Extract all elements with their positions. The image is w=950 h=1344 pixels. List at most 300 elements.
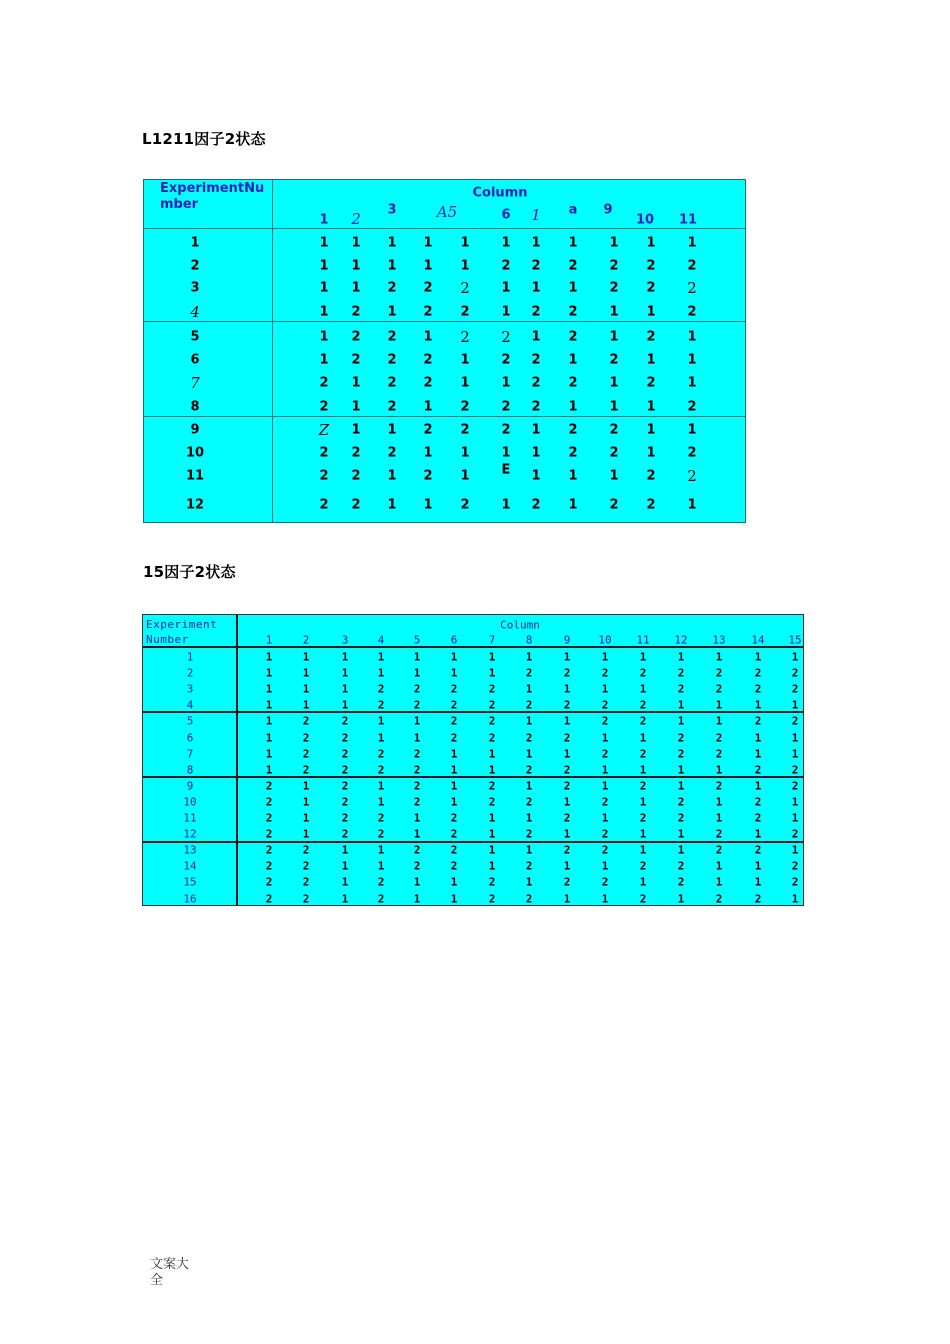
table2-cell: 2: [754, 763, 762, 777]
table2-cell: 2: [563, 779, 571, 793]
table1-column-label: 1: [319, 212, 329, 228]
table1-cell: 2: [423, 304, 433, 320]
table2-cell: 2: [754, 714, 762, 728]
table1-cell: 1: [568, 235, 578, 251]
table2-cell: 1: [677, 892, 685, 905]
table1-cell: 2: [460, 497, 470, 513]
table1-cell: 1: [687, 375, 697, 391]
table2-cell: 2: [413, 859, 421, 873]
table1-cell: 1: [319, 280, 329, 296]
table2-cell: 2: [525, 763, 533, 777]
table2-cell: 2: [563, 875, 571, 889]
table1-cell: 1: [460, 352, 470, 368]
table1-cell: 2: [387, 329, 397, 345]
table2-cell: 2: [413, 698, 421, 712]
table2-cell: 1: [791, 698, 799, 712]
table2-cell: 1: [377, 859, 385, 873]
table2-cell: 1: [791, 892, 799, 905]
table1-cell: 2: [387, 445, 397, 461]
table2-cell: 1: [341, 666, 349, 680]
table1-cell: 1: [687, 329, 697, 345]
table2-cell: 2: [677, 731, 685, 744]
table2-cell: 2: [377, 811, 385, 825]
table2-cell: 2: [488, 682, 496, 696]
table1-cell: 2: [460, 279, 470, 297]
table2-cell: 1: [413, 650, 421, 664]
table2-cell: 2: [525, 827, 533, 841]
table2-cell: 2: [302, 763, 310, 777]
table2-cell: 2: [754, 795, 762, 809]
table2-cell: 1: [413, 666, 421, 680]
table2-cell: 2: [302, 875, 310, 889]
table2-cell: 1: [677, 698, 685, 712]
table1-cell: 2: [646, 497, 656, 513]
table1-row-label: 1: [190, 235, 200, 251]
table1-cell: 1: [687, 422, 697, 438]
table2-cell: 2: [413, 682, 421, 696]
table2-cell: 1: [563, 650, 571, 664]
table1-column-label: 11: [678, 212, 698, 228]
table1-cell: 2: [609, 258, 619, 274]
table2-cell: 1: [302, 795, 310, 809]
table1-cell: 1: [531, 468, 541, 484]
table2-cell: 2: [563, 666, 571, 680]
table2-divider-header: [143, 646, 803, 648]
table2-column-label: 15: [788, 633, 802, 647]
table2-cell: 2: [639, 666, 647, 680]
table1-cell: 1: [609, 399, 619, 415]
table2-cell: 2: [413, 843, 421, 857]
table1-cell: 2: [351, 468, 361, 484]
table2-cell: 1: [715, 763, 723, 777]
table1-cell: 2: [351, 329, 361, 345]
table2-cell: 2: [601, 666, 609, 680]
table2-cell: 2: [377, 747, 385, 761]
table2-cell: 1: [754, 827, 762, 841]
table2-row-label: 1: [186, 650, 194, 664]
table2-cell: 2: [601, 747, 609, 761]
table2-cell: 2: [377, 827, 385, 841]
table2-cell: 2: [791, 763, 799, 777]
table2-cell: 1: [677, 650, 685, 664]
table1-column-label: 3: [387, 202, 397, 218]
table2-divider-group: [143, 711, 803, 713]
table2-cell: 1: [413, 714, 421, 728]
table2-column-label: 2: [302, 633, 310, 647]
table1-cell: 2: [387, 280, 397, 296]
table2-cell: 2: [639, 811, 647, 825]
table1-cell: 2: [351, 304, 361, 320]
table2-column-label: 14: [751, 633, 765, 647]
table2-row-label: 6: [186, 731, 194, 744]
table2-cell: 1: [450, 747, 458, 761]
table2-cell: 1: [563, 682, 571, 696]
table2-cell: 2: [377, 892, 385, 905]
table1-cell: 2: [609, 280, 619, 296]
table1-cell: 2: [501, 258, 511, 274]
table2-cell: 2: [450, 827, 458, 841]
table2-cell: 2: [601, 795, 609, 809]
table2-cell: 1: [265, 747, 273, 761]
table2-cell: 1: [525, 875, 533, 889]
table2-header-line-2: Number: [146, 633, 189, 646]
table2-row-label: 13: [183, 843, 197, 857]
table2-cell: 1: [488, 811, 496, 825]
table1-cell: 2: [501, 352, 511, 368]
table1-cell: 2: [319, 399, 329, 415]
table2-cell: 1: [377, 731, 385, 744]
table2-column-label: 10: [598, 633, 612, 647]
table2-row-label: 12: [183, 827, 197, 841]
table1-cell: 1: [531, 280, 541, 296]
table2-cell: 2: [341, 811, 349, 825]
table1-cell: 1: [460, 258, 470, 274]
table2-cell: 2: [791, 714, 799, 728]
table2-cell: 2: [488, 795, 496, 809]
table1-cell: 1: [351, 399, 361, 415]
table1-cell: 1: [609, 329, 619, 345]
table2-divider-group: [143, 841, 803, 843]
table2-cell: 2: [601, 714, 609, 728]
table2-cell: 2: [563, 763, 571, 777]
table2-cell: 1: [302, 666, 310, 680]
table1-cell: 2: [568, 375, 578, 391]
table2-cell: 1: [754, 875, 762, 889]
table2-cell: 1: [715, 795, 723, 809]
table2-cell: 1: [639, 827, 647, 841]
table1-cell: 2: [423, 280, 433, 296]
table2-cell: 1: [488, 666, 496, 680]
table2-cell: 2: [677, 859, 685, 873]
table2-cell: 1: [450, 763, 458, 777]
table1-cell: 2: [687, 467, 697, 485]
table1-cell: 1: [423, 258, 433, 274]
table2-cell: 2: [525, 859, 533, 873]
table2-cell: 2: [791, 827, 799, 841]
table2-cell: 1: [715, 698, 723, 712]
table2-cell: 2: [639, 779, 647, 793]
table2-cell: 2: [302, 747, 310, 761]
table1-cell: 2: [460, 399, 470, 415]
table1-title: L1211因子2状态: [142, 130, 266, 148]
table1-cell: 2: [501, 422, 511, 438]
table2-column-label: 3: [341, 633, 349, 647]
table2-cell: 2: [639, 747, 647, 761]
table1-row-label: 2: [190, 258, 200, 274]
table1-column-header: Column: [472, 185, 528, 201]
table2-cell: 1: [302, 650, 310, 664]
table1-cell: 1: [319, 352, 329, 368]
table2-row-label: 4: [186, 698, 194, 712]
table2-cell: 2: [488, 892, 496, 905]
table2-cell: 1: [563, 714, 571, 728]
table1-cell: 2: [423, 375, 433, 391]
table1-column-label: 9: [603, 202, 613, 218]
table1-cell: 1: [351, 422, 361, 438]
table2-cell: 2: [450, 714, 458, 728]
table1-cell: 1: [319, 329, 329, 345]
table2-cell: 2: [302, 892, 310, 905]
table1-cell: 1: [423, 235, 433, 251]
table1-divider-header: [144, 228, 745, 229]
table2-cell: 1: [525, 682, 533, 696]
table2-cell: 1: [715, 650, 723, 664]
table2-row-label: 3: [186, 682, 194, 696]
table2-cell: 1: [639, 843, 647, 857]
table2-cell: 1: [302, 682, 310, 696]
table2-cell: 1: [488, 827, 496, 841]
table2-cell: 1: [525, 843, 533, 857]
table2-cell: 1: [791, 731, 799, 744]
table1-cell: 2: [609, 445, 619, 461]
table1-cell: 2: [609, 422, 619, 438]
table2-column-label: 5: [413, 633, 421, 647]
table2-cell: 2: [639, 698, 647, 712]
table1-cell: 1: [351, 258, 361, 274]
table1-row-label: 5: [190, 329, 200, 345]
table2-cell: 2: [525, 731, 533, 744]
table1-cell: 2: [609, 497, 619, 513]
table2-cell: 1: [488, 859, 496, 873]
table2-cell: 2: [639, 714, 647, 728]
table2-cell: 1: [791, 650, 799, 664]
table2-cell: 1: [302, 698, 310, 712]
table2-cell: 1: [341, 875, 349, 889]
table1-cell: 2: [351, 445, 361, 461]
table2-cell: 1: [377, 714, 385, 728]
table2-cell: 2: [302, 859, 310, 873]
table1-cell: 1: [646, 422, 656, 438]
table2-row-label: 15: [183, 875, 197, 889]
table1-cell: 1: [687, 235, 697, 251]
table2-cell: 2: [715, 779, 723, 793]
table2-cell: 1: [601, 731, 609, 744]
table1-cell: 1: [568, 399, 578, 415]
table2-cell: 1: [413, 811, 421, 825]
table2-cell: 1: [265, 731, 273, 744]
table1-cell: 1: [319, 304, 329, 320]
table1-cell: 2: [687, 399, 697, 415]
table2-cell: 2: [265, 859, 273, 873]
table1-cell: 1: [531, 235, 541, 251]
table2-cell: 2: [377, 763, 385, 777]
table1-cell: 2: [319, 445, 329, 461]
table1-cell: 2: [568, 329, 578, 345]
table2-cell: 2: [488, 698, 496, 712]
table1-cell: 2: [531, 399, 541, 415]
table2-cell: 2: [450, 859, 458, 873]
table2-cell: 1: [677, 843, 685, 857]
table1-cell: 1: [387, 497, 397, 513]
table2-cell: 1: [715, 811, 723, 825]
table2-cell: 2: [302, 731, 310, 744]
table2-cell: 1: [677, 714, 685, 728]
table2-cell: 1: [601, 811, 609, 825]
table2-cell: 2: [488, 875, 496, 889]
table2-cell: 1: [341, 650, 349, 664]
table2-cell: 2: [450, 811, 458, 825]
table1-cell: 1: [609, 235, 619, 251]
table2-cell: 1: [601, 650, 609, 664]
table1-cell: 1: [423, 497, 433, 513]
table2-cell: 2: [450, 682, 458, 696]
table2-cell: 1: [715, 714, 723, 728]
table2-cell: 2: [715, 747, 723, 761]
table2-cell: 1: [377, 666, 385, 680]
table2-cell: 1: [563, 827, 571, 841]
table1-cell: 2: [460, 304, 470, 320]
table2-cell: 2: [525, 698, 533, 712]
table1-cell: 2: [568, 304, 578, 320]
table2-cell: 2: [601, 875, 609, 889]
table2-cell: 2: [563, 843, 571, 857]
table2-cell: 2: [265, 892, 273, 905]
table1-row-label: 8: [190, 399, 200, 415]
table2-cell: 1: [601, 682, 609, 696]
table1-cell: 2: [646, 375, 656, 391]
table1-cell: 1: [531, 329, 541, 345]
table2-cell: 1: [677, 827, 685, 841]
table1-cell: 2: [687, 258, 697, 274]
table2-cell: 1: [341, 698, 349, 712]
table2-cell: 2: [677, 682, 685, 696]
table2-cell: 1: [488, 763, 496, 777]
table2-cell: 2: [791, 875, 799, 889]
table1-cell: 1: [319, 235, 329, 251]
table2-cell: 1: [563, 747, 571, 761]
table1-row-label: 4: [190, 303, 200, 321]
table2-cell: 1: [302, 811, 310, 825]
table1-cell: 2: [423, 352, 433, 368]
table2-column-label: 8: [525, 633, 533, 647]
table1-row-label: 10: [185, 445, 205, 461]
table2-cell: 1: [601, 892, 609, 905]
table1-cell: 2: [423, 422, 433, 438]
table1-row-label: 12: [185, 497, 205, 513]
table2-cell: 1: [639, 795, 647, 809]
table2-cell: 1: [488, 843, 496, 857]
table1-cell: Z: [318, 421, 330, 439]
table2-cell: 1: [563, 892, 571, 905]
table2-cell: 2: [677, 666, 685, 680]
table2-cell: 1: [265, 682, 273, 696]
table2-cell: 1: [450, 650, 458, 664]
table1-cell: 1: [501, 235, 511, 251]
table2-cell: 1: [791, 747, 799, 761]
table2-cell: 2: [754, 892, 762, 905]
table2-cell: 1: [601, 859, 609, 873]
table2-column-label: 4: [377, 633, 385, 647]
table2-cell: 1: [639, 650, 647, 664]
table2-cell: 1: [639, 763, 647, 777]
table2-cell: 2: [639, 859, 647, 873]
table1-cell: 1: [609, 375, 619, 391]
table1-cell: 1: [423, 399, 433, 415]
table2-cell: 2: [450, 843, 458, 857]
table2-cell: 1: [377, 779, 385, 793]
table2-cell: 1: [754, 731, 762, 744]
table2-cell: 2: [677, 875, 685, 889]
table2-column-label: 11: [636, 633, 650, 647]
table2-row-label: 2: [186, 666, 194, 680]
table2-row-label: 14: [183, 859, 197, 873]
table1-row-label: 6: [190, 352, 200, 368]
table1-cell: 2: [646, 329, 656, 345]
table1-cell: 1: [501, 304, 511, 320]
table2-cell: 2: [563, 811, 571, 825]
table2-cell: 2: [563, 698, 571, 712]
table1-cell: 1: [531, 422, 541, 438]
table2-cell: 2: [601, 827, 609, 841]
table1-cell: 1: [351, 280, 361, 296]
table1-cell: 1: [687, 497, 697, 513]
table2-cell: 2: [754, 811, 762, 825]
page-footer: 文案大全: [150, 1257, 190, 1288]
orthogonal-table-l12: [143, 179, 746, 523]
table2-cell: 2: [413, 763, 421, 777]
table2-cell: 1: [488, 747, 496, 761]
table2-cell: 1: [525, 747, 533, 761]
table1-row-label: 3: [190, 280, 200, 296]
table1-cell: 1: [423, 329, 433, 345]
table1-cell: 2: [687, 304, 697, 320]
table2-cell: 2: [715, 731, 723, 744]
table2-cell: 1: [302, 827, 310, 841]
table2-row-label: 16: [183, 892, 197, 905]
table1-cell: 1: [460, 375, 470, 391]
table2-cell: 1: [450, 795, 458, 809]
table2-cell: 2: [677, 795, 685, 809]
table1-cell: 1: [387, 468, 397, 484]
table1-cell: 1: [351, 235, 361, 251]
table2-cell: 1: [525, 779, 533, 793]
table2-cell: 1: [413, 892, 421, 905]
table1-cell: 2: [646, 468, 656, 484]
table2-cell: 2: [715, 892, 723, 905]
table1-column-label: 1: [531, 206, 541, 224]
table2-cell: 2: [341, 731, 349, 744]
table1-cell: 1: [387, 235, 397, 251]
table1-cell: 1: [387, 304, 397, 320]
table2-cell: 1: [525, 650, 533, 664]
table1-cell: 2: [319, 468, 329, 484]
table1-cell: 2: [531, 497, 541, 513]
table1-cell: 2: [568, 422, 578, 438]
table1-cell: 2: [531, 258, 541, 274]
table1-cell: 1: [387, 258, 397, 274]
table2-cell: 1: [754, 650, 762, 664]
table2-cell: 1: [265, 650, 273, 664]
table2-cell: 1: [754, 747, 762, 761]
table1-cell: 2: [423, 468, 433, 484]
table1-cell: 1: [568, 280, 578, 296]
table1-cell: 2: [568, 258, 578, 274]
table2-cell: 2: [754, 682, 762, 696]
table1-column-label: A5: [436, 203, 458, 221]
table1-divider-group: [144, 321, 745, 322]
table2-cell: 1: [450, 892, 458, 905]
table2-cell: 1: [265, 666, 273, 680]
table1-cell: 2: [531, 352, 541, 368]
table2-cell: 1: [341, 843, 349, 857]
table2-cell: 2: [341, 763, 349, 777]
table2-cell: 1: [791, 795, 799, 809]
table1-cell: 2: [351, 497, 361, 513]
table2-cell: 1: [525, 811, 533, 825]
table1-row-label: 9: [190, 422, 200, 438]
table2-cell: 1: [413, 875, 421, 889]
table1-cell: 1: [646, 399, 656, 415]
